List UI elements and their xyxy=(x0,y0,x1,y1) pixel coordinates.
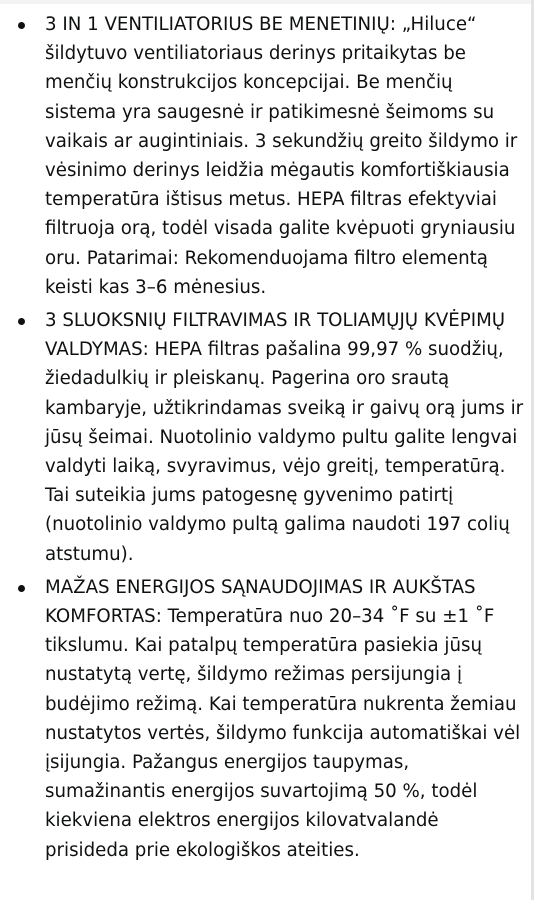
feature-bullet-energy xyxy=(0,573,534,865)
bullet-text: MAŽAS ENERGIJOS SĄNAUDOJIMAS IR AUKŠTAS KOMFORTAS: Temperatūra nuo 20–34 ˚F su ±1 ˚F tikslumu. Kai patalpų temperatūra pasiekia jūsų nustatytą vertę, šildymo režimas persijungia į budėjimo režimą. Kai temperatūra nukrenta žemiau nustatytos vertės, šildymo funkcija automatiškai vėl įsijungia. Pažangus energijos taupymas, sumažinantis energijos suvartojimą 50 %, todėl kiekviena elektros energijos kilovatvalandė prisideda prie ekologiškos ateities. xyxy=(45,576,521,861)
feature-bullet-filtration xyxy=(0,306,534,569)
bullet-text: 3 IN 1 VENTILIATORIUS BE MENETINIŲ: „Hiluce“ šildytuvo ventiliatoriaus derinys pritaikytas be menčių konstrukcijos koncepcijai. Be menčių sistema yra saugesnė ir patikimesnė šeimoms su vaikais ar augintiniais. 3 sekundžių greito šildymo ir vėsinimo derinys leidžia mėgautis komfortiškiausia temperatūra ištisus metus. HEPA filtras efektyviai filtruoja orą, todėl visada galite kvėpuoti gryniausiu oru. Patarimai: Rekomenduojama filtro elementą keisti kas 3–6 mėnesius. xyxy=(45,14,518,298)
feature-bullet-fan xyxy=(0,10,534,302)
bullet-dot-icon xyxy=(18,318,25,325)
bullet-text: 3 SLUOKSNIŲ FILTRAVIMAS IR TOLIAMŲJŲ KVĖPIMŲ VALDYMAS: HEPA filtras pašalina 99,97 % suodžių, žiedadulkių ir pleiskanų. Pagerina oro srautą kambaryje, užtikrindamas sveiką ir gaivų orą jums ir jūsų šeimai. Nuotolinio valdymo pultu galite lengvai valdyti laiką, svyravimus, vėjo greitį, temperatūrą. Tai suteikia jums patogesnę gyvenimo patirtį (nuotolinio valdymo pultą galima naudoti 197 colių atstumu). xyxy=(45,310,524,565)
bullet-dot-icon xyxy=(18,585,25,592)
top-edge-shadow xyxy=(0,0,534,4)
bullet-dot-icon xyxy=(18,22,25,29)
